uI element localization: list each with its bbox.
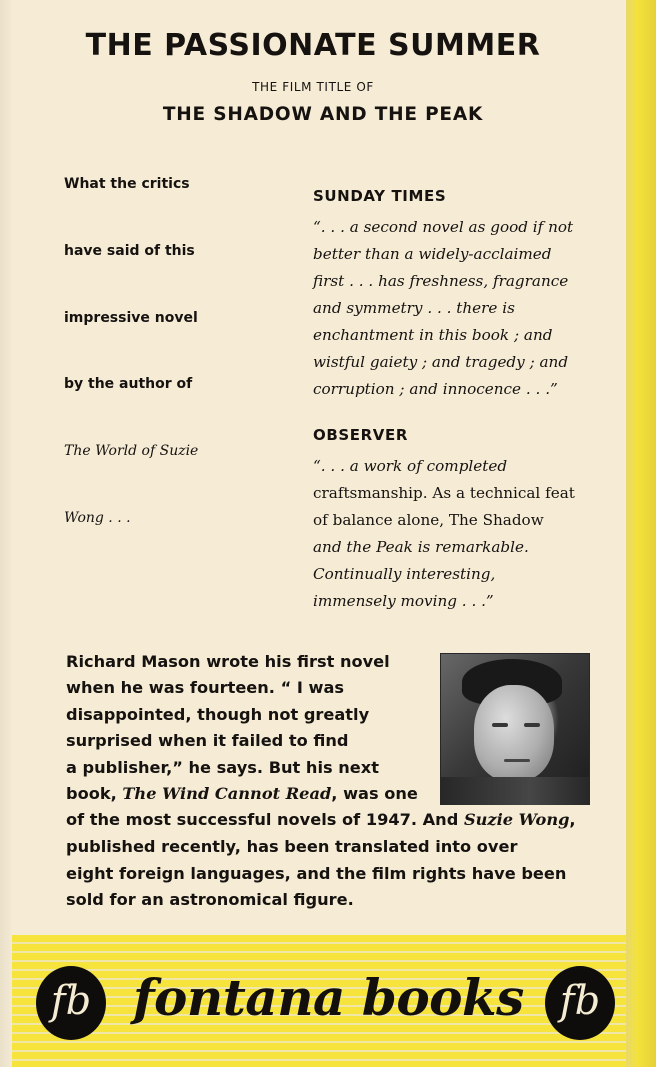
bio-line: disappointed, though not greatly: [66, 705, 370, 724]
book-title: THE PASSIONATE SUMMER: [85, 28, 541, 63]
bio-line: when he was fourteen. “ I was: [66, 678, 345, 697]
film-title-caption: THE FILM TITLE OF: [252, 80, 374, 94]
quote-line: craftsmanship. As a technical feat: [313, 484, 575, 502]
bio-line: of the most successful novels of 1947. And Suzie Wong,: [66, 810, 576, 829]
yellow-spine-edge: [626, 0, 656, 1067]
bio-line: Richard Mason wrote his first novel: [66, 652, 390, 671]
quote-line: and the Peak is remarkable.: [313, 538, 529, 556]
quote-line: Continually interesting,: [313, 565, 496, 583]
bio-line: book, The Wind Cannot Read, was one: [66, 784, 418, 803]
quote-line: immensely moving . . .”: [313, 592, 494, 610]
book-title-italic: The Wind Cannot Read: [122, 784, 332, 803]
review-source-sunday-times: SUNDAY TIMES: [313, 187, 447, 205]
intro-line: impressive novel: [64, 310, 198, 326]
bio-line: published recently, has been translated into over: [66, 837, 518, 856]
bio-line: surprised when it failed to find: [66, 731, 349, 750]
intro-line: The World of Suzie: [64, 443, 199, 459]
left-edge: [0, 0, 12, 1067]
bio-line: a publisher,” he says. But his next: [66, 758, 379, 777]
fb-logo-icon: fb: [36, 966, 106, 1040]
review-source-observer: OBSERVER: [313, 426, 408, 444]
publisher-name: fontana books: [133, 968, 524, 1027]
review-quote-observer: [313, 453, 598, 615]
original-title: THE SHADOW AND THE PEAK: [162, 104, 484, 125]
quote-line: of balance alone, The Shadow: [313, 511, 544, 529]
intro-line: have said of this: [64, 243, 195, 259]
intro-line: What the critics: [64, 176, 190, 192]
fb-logo-icon: fb: [545, 966, 615, 1040]
intro-line: Wong . . .: [64, 510, 131, 526]
book-title-italic: Suzie Wong: [463, 810, 570, 829]
intro-line: by the author of: [64, 376, 193, 392]
bio-line: sold for an astronomical figure.: [66, 890, 354, 909]
author-photo: [440, 653, 590, 805]
bio-line: eight foreign languages, and the film rights have been: [66, 864, 567, 883]
review-quote-sunday-times: “. . . a second novel as good if not better than a widely-acclaimed first . . . has freshness, fragrance and symmetry . . . there is enchantment in this book ; and wistful gaiety ; and tragedy ; and corruption ; and innocence . . .”: [313, 218, 574, 398]
quote-line: “. . . a work of completed: [313, 457, 508, 475]
